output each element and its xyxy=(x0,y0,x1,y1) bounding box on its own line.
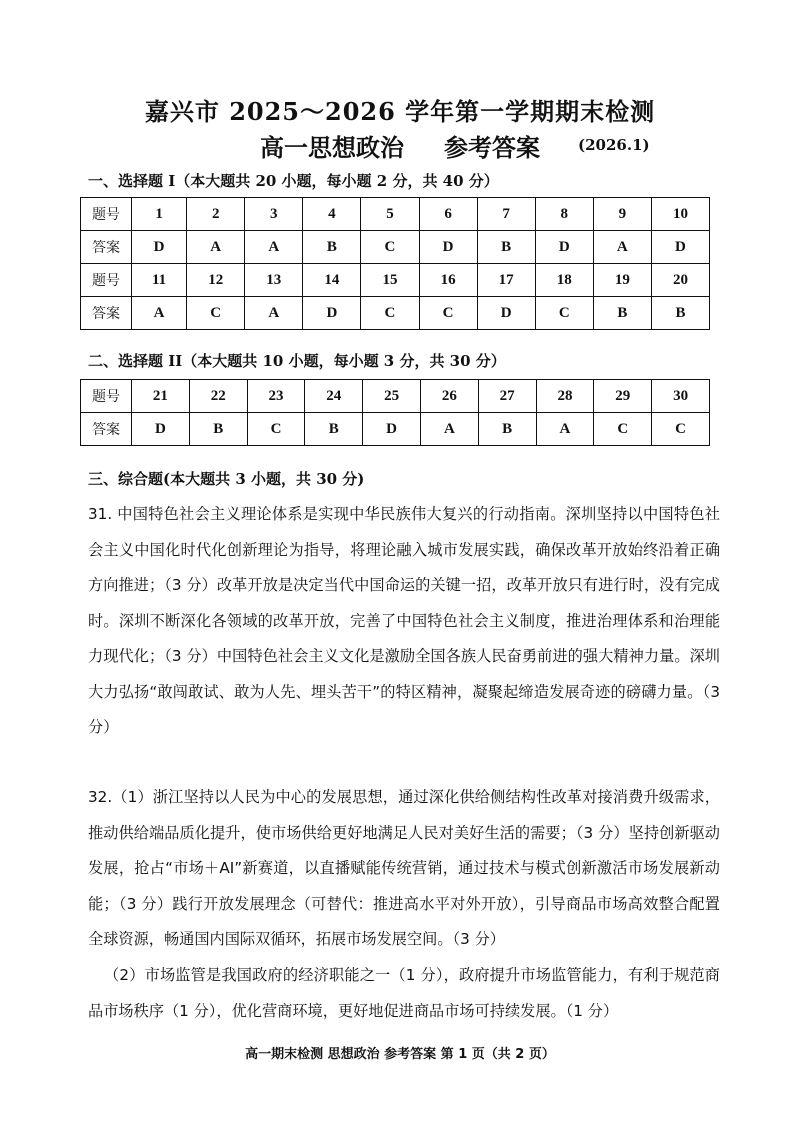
answer-32-part2: （2）市场监管是我国政府的经济职能之一（1 分），政府提升市场监管能力，有利于规范商品市场秩序（1 分），优化营商环境，更好地促进商品市场可持续发展。（1 分） xyxy=(88,966,720,1020)
table-row xyxy=(81,297,710,330)
answer-31: 31. 中国特色社会主义理论体系是实现中华民族伟大复兴的行动指南。深圳坚持以中国特色社会主义中国化时代化创新理论为指导，将理论融入城市发展实践，确保改革开放始终沿着正确方向推进；（3 分）改革开放是决定当代中国命运的关键一招，改革开放只有进行时，没有完成时。深圳不断深化各领域的改革开放，完善了中国特色社会主义制度，推进治理体系和治理能力现代化；（3 分）中国特色社会主义文化是激励全国各族人民奋勇前进的强大精神力量。深圳大力弘扬“敢闯敢试、敢为人先、埋头苦干”的特区精神，凝聚起缔造发展奇迹的磅礴力量。（3 分） xyxy=(88,505,720,736)
table-cell: 18 xyxy=(535,264,593,297)
table-cell: 25 xyxy=(363,380,421,413)
table-cell: C xyxy=(419,297,477,330)
subject-name: 高一思想政治 xyxy=(260,133,404,162)
table-cell: 17 xyxy=(477,264,535,297)
table-cell: 26 xyxy=(420,380,478,413)
question-label: 题号 xyxy=(81,198,132,231)
table-cell: B xyxy=(478,413,536,446)
answer-label: 答案 xyxy=(81,297,132,330)
table-cell: 5 xyxy=(361,198,419,231)
table-cell: D xyxy=(419,231,477,264)
table-cell: 2 xyxy=(187,198,245,231)
table-row xyxy=(81,413,710,446)
table-cell: A xyxy=(132,297,187,330)
table-cell: 10 xyxy=(651,198,709,231)
answer-label: 答案 xyxy=(81,413,132,446)
table-cell: C xyxy=(535,297,593,330)
table-cell: 11 xyxy=(132,264,187,297)
page-title: 嘉兴市 2025～2026 学年第一学期期末检测 xyxy=(144,97,656,126)
table-cell: A xyxy=(187,231,245,264)
table-cell: C xyxy=(361,297,419,330)
table-cell: 6 xyxy=(419,198,477,231)
question-label: 题号 xyxy=(81,264,132,297)
table-row xyxy=(81,264,710,297)
table-cell: B xyxy=(477,231,535,264)
section-heading-2: 二、选择题 II（本大题共 10 小题，每小题 3 分，共 30 分） xyxy=(88,352,506,370)
exam-date: (2026.1) xyxy=(578,136,650,154)
table-cell: A xyxy=(245,297,303,330)
table-cell: A xyxy=(593,231,651,264)
answer-table-2 xyxy=(80,379,710,446)
table-cell: C xyxy=(361,231,419,264)
table-cell: 16 xyxy=(419,264,477,297)
table-cell: D xyxy=(651,231,709,264)
table-cell: 7 xyxy=(477,198,535,231)
table-cell: 22 xyxy=(189,380,247,413)
table-cell: C xyxy=(187,297,245,330)
table-cell: D xyxy=(363,413,421,446)
table-cell: 12 xyxy=(187,264,245,297)
table-cell: 9 xyxy=(593,198,651,231)
table-cell: D xyxy=(132,413,190,446)
table-cell: 8 xyxy=(535,198,593,231)
table-row xyxy=(81,231,710,264)
page-subtitle xyxy=(0,128,800,163)
table-cell: D xyxy=(132,231,187,264)
table-cell: C xyxy=(594,413,652,446)
table-cell: 1 xyxy=(132,198,187,231)
table-cell: A xyxy=(536,413,594,446)
table-row xyxy=(81,198,710,231)
table-cell: D xyxy=(477,297,535,330)
table-cell: B xyxy=(305,413,363,446)
table-cell: A xyxy=(420,413,478,446)
table-cell: B xyxy=(303,231,361,264)
table-row xyxy=(81,380,710,413)
answer-key-label: 参考答案 xyxy=(444,133,540,162)
answer-label: 答案 xyxy=(81,231,132,264)
table-cell: A xyxy=(245,231,303,264)
table-cell: 14 xyxy=(303,264,361,297)
table-cell: 19 xyxy=(593,264,651,297)
table-cell: 21 xyxy=(132,380,190,413)
question-label: 题号 xyxy=(81,380,132,413)
table-cell: 23 xyxy=(247,380,305,413)
answer-32-part1: 32.（1）浙江坚持以人民为中心的发展思想，通过深化供给侧结构性改革对接消费升级需求，推动供给端品质化提升，使市场供给更好地满足人民对美好生活的需要；（3 分）坚持创新驱动发展，抢占“市场＋AI”新赛道，以直播赋能传统营销，通过技术与模式创新激活市场发展新动能；（3 分）践行开放发展理念（可替代：推进高水平对外开放），引导商品市场高效整合配置全球资源，畅通国内国际双循环，拓展市场发展空间。（3 分） xyxy=(88,788,720,948)
table-cell: 24 xyxy=(305,380,363,413)
table-cell: C xyxy=(652,413,710,446)
table-cell: D xyxy=(535,231,593,264)
answer-table-1 xyxy=(80,197,710,330)
table-cell: 4 xyxy=(303,198,361,231)
table-cell: C xyxy=(247,413,305,446)
table-cell: B xyxy=(651,297,709,330)
table-cell: 29 xyxy=(594,380,652,413)
page-footer: 高一期末检测 思想政治 参考答案 第 1 页（共 2 页） xyxy=(245,1047,555,1062)
table-cell: 30 xyxy=(652,380,710,413)
table-cell: 20 xyxy=(651,264,709,297)
table-cell: 3 xyxy=(245,198,303,231)
table-cell: B xyxy=(593,297,651,330)
table-cell: D xyxy=(303,297,361,330)
table-cell: 27 xyxy=(478,380,536,413)
table-cell: 28 xyxy=(536,380,594,413)
section-heading-1: 一、选择题 I（本大题共 20 小题，每小题 2 分，共 40 分） xyxy=(88,172,499,190)
table-cell: 15 xyxy=(361,264,419,297)
table-cell: 13 xyxy=(245,264,303,297)
section-heading-3: 三、综合题(本大题共 3 小题，共 30 分) xyxy=(88,470,365,488)
table-cell: B xyxy=(189,413,247,446)
